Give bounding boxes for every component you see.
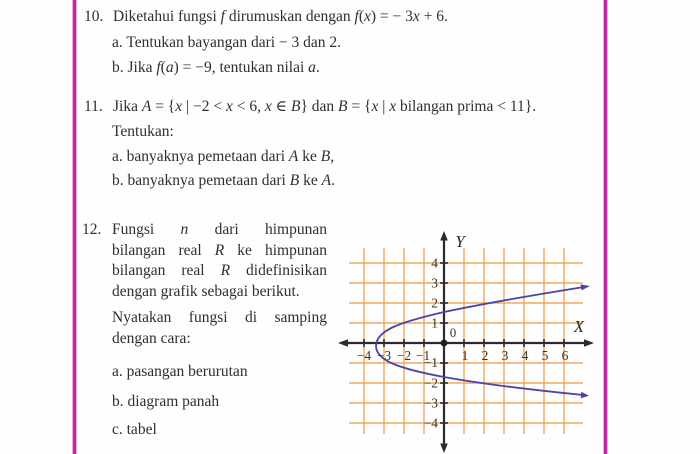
x-tick-label: 6 bbox=[561, 348, 569, 363]
statement-line: Fungsi n dari himpunan bbox=[112, 221, 327, 238]
origin-dot bbox=[441, 340, 448, 347]
problem-10-statement: Diketahui fungsi f dirumuskan dengan f(x) = − 3x + 6. bbox=[113, 8, 448, 25]
axes bbox=[344, 236, 588, 447]
curve-upper-arrow-icon bbox=[581, 284, 591, 290]
x-tick-label: 2 bbox=[481, 348, 489, 363]
y-axis-label: Y bbox=[455, 232, 465, 251]
x-tick-label: −4 bbox=[356, 348, 372, 363]
y-tick-label: −1 bbox=[423, 355, 438, 370]
y-tick-label: 1 bbox=[431, 315, 438, 331]
problem-10-item-b: b. Jika f(a) = −9, tentukan nilai a. bbox=[112, 59, 320, 76]
curve-lower-arrow-icon bbox=[581, 392, 589, 399]
problem-11-item-b: b. banyaknya pemetaan dari B ke A. bbox=[112, 172, 335, 189]
problem-11-item-a: a. banyaknya pemetaan dari A ke B, bbox=[112, 148, 335, 165]
problem-11-statement: Jika A = {x | −2 < x < 6, x ∈ B} dan B = {x | x bilangan prima < 11}. bbox=[113, 98, 537, 115]
problem-12-number: 12. bbox=[82, 221, 102, 238]
problem-10-item-a: a. Tentukan bayangan dari − 3 dan 2. bbox=[112, 34, 342, 51]
statement-line: bilangan real R ke himpunan bbox=[112, 241, 327, 259]
problem-12-item-b: b. diagram panah bbox=[112, 393, 220, 410]
graph-svg bbox=[338, 226, 596, 454]
x-axis-left-arrow-icon bbox=[338, 339, 348, 347]
statement-line: dengan grafik sebagai berikut. bbox=[112, 282, 300, 300]
y-axis-up-arrow-icon bbox=[440, 231, 448, 241]
left-margin-rule bbox=[73, 0, 76, 454]
x-axis-label: X bbox=[573, 317, 585, 336]
statement-line: bilangan real R didefinisikan bbox=[112, 262, 327, 279]
problem-11 bbox=[84, 97, 536, 117]
function-graph bbox=[338, 226, 596, 454]
x-tick-label: 1 bbox=[461, 348, 469, 363]
x-tick-label: 4 bbox=[521, 348, 529, 363]
y-tick-label: −2 bbox=[423, 375, 438, 391]
y-tick-label: 3 bbox=[431, 275, 438, 291]
problem-12-item-a: a. pasangan berurutan bbox=[112, 363, 248, 380]
x-tick-label: −3 bbox=[376, 348, 392, 363]
x-axis-right-arrow-icon bbox=[584, 339, 594, 347]
instruction-line: dengan cara: bbox=[112, 329, 191, 347]
right-margin-rule bbox=[604, 0, 607, 454]
x-tick-label: −1 bbox=[415, 348, 431, 363]
x-tick-label: 3 bbox=[501, 348, 509, 363]
y-tick-label: 4 bbox=[431, 255, 438, 271]
problem-12-instruction bbox=[112, 308, 327, 349]
origin-label: 0 bbox=[449, 325, 457, 340]
x-tick-label: −2 bbox=[396, 348, 412, 363]
problem-12-item-c: c. tabel bbox=[112, 421, 157, 438]
problem-10-number: 10. bbox=[84, 8, 104, 25]
problem-12-statement bbox=[112, 220, 327, 302]
x-tick-labels bbox=[357, 348, 569, 363]
problem-11-number: 11. bbox=[84, 98, 103, 115]
y-tick-label: −4 bbox=[423, 415, 438, 431]
instruction-line: Nyatakan fungsi di samping bbox=[112, 309, 327, 326]
y-tick-label: 2 bbox=[431, 295, 438, 311]
problem-11-intro: Tentukan: bbox=[112, 123, 174, 140]
x-tick-label: 5 bbox=[541, 348, 549, 363]
y-axis-down-arrow-icon bbox=[440, 444, 448, 454]
y-tick-label: −3 bbox=[423, 395, 438, 411]
problem-10 bbox=[84, 7, 448, 27]
